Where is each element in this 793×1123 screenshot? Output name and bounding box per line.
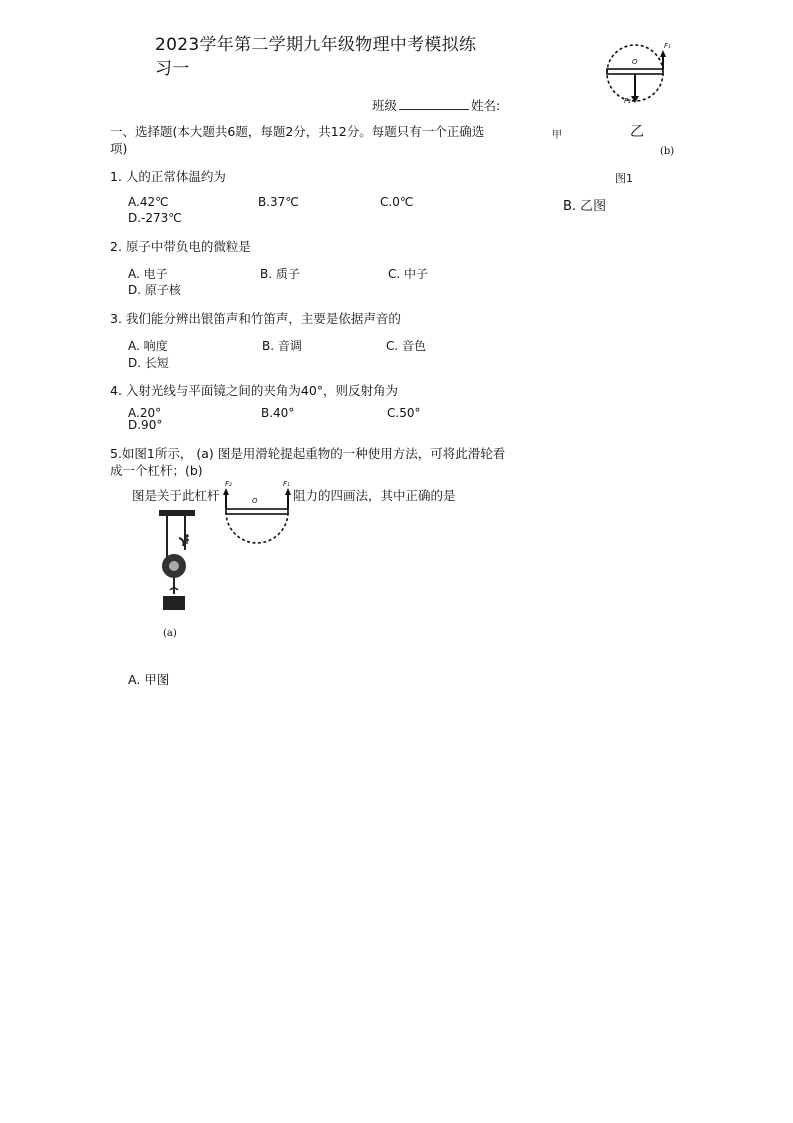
q3-option-b: B. 音调 — [262, 339, 302, 353]
fig-top-jia-label: 甲 — [552, 130, 562, 141]
q4-option-a: A.20° — [128, 406, 162, 420]
q1-option-c: C.0℃ — [380, 195, 414, 209]
q1-stem: 1. 人的正常体温约为 — [110, 169, 226, 184]
q2-option-a: A. 电子 — [128, 267, 168, 281]
q5-line3-left: 图是关于此杠杆 — [132, 488, 220, 503]
section1-heading-line2: 项) — [110, 141, 128, 156]
name-label: 姓名: — [471, 98, 501, 113]
q5-line2: 成一个杠杆；(b) — [110, 463, 203, 478]
doc-title-line2: 习一 — [155, 59, 190, 79]
class-name-line — [372, 96, 500, 114]
q5-fig-label-f1: F₁ — [283, 480, 290, 488]
q5-line3-right: 阻力的四画法，其中正确的是 — [293, 488, 456, 503]
q2-option-d: D. 原子核 — [128, 283, 181, 297]
fig-top-label-f1: F₁ — [664, 42, 671, 50]
q2-stem: 2. 原子中带负电的微粒是 — [110, 239, 251, 254]
q4-option-c: C.50° — [387, 406, 421, 420]
q2-option-b: B. 质子 — [260, 267, 300, 281]
q1-option-a: A.42℃ — [128, 195, 169, 209]
fig-top-yi-label: 乙 — [630, 124, 644, 140]
q5-fig-a-caption: (a) — [163, 628, 177, 639]
q3-stem: 3. 我们能分辨出银笛声和竹笛声，主要是依据声音的 — [110, 311, 401, 326]
q4-stem: 4. 入射光线与平面镜之间的夹角为40°，则反射角为 — [110, 383, 399, 398]
q3-option-d: D. 长短 — [128, 356, 169, 370]
q5-figure-b — [222, 478, 292, 568]
section1-heading-line1: 一、选择题(本大题共6题，每题2分，共12分。每题只有一个正确选 — [110, 124, 485, 139]
q1-option-d: D.-273℃ — [128, 211, 182, 225]
figure-b-top — [600, 38, 670, 108]
q5-option-a: A. 甲图 — [128, 672, 170, 687]
q5-fig-label-f2: F₂ — [225, 480, 232, 488]
class-label: 班级 — [372, 98, 398, 113]
q4-option-b: B.40° — [261, 406, 295, 420]
doc-title-line1: 2023学年第二学期九年级物理中考模拟练 — [155, 35, 477, 55]
q4-option-d: D.90° — [128, 418, 163, 432]
q2-option-c: C. 中子 — [388, 267, 429, 281]
q5-fig-label-o: O — [252, 497, 258, 505]
q1-extra-option: B. 乙图 — [563, 199, 607, 214]
q3-option-c: C. 音色 — [386, 339, 427, 353]
fig-top-label-f2: F₂ — [624, 97, 631, 105]
class-blank — [399, 97, 469, 110]
fig-top-b-label: (b) — [660, 146, 675, 157]
q5-figure-a-pulley — [155, 508, 200, 618]
fig1-caption: 图1 — [615, 172, 633, 185]
q3-option-a: A. 响度 — [128, 339, 168, 353]
fig-top-label-o: O — [632, 58, 638, 66]
q1-option-b: B.37℃ — [258, 195, 299, 209]
q5-line1: 5.如图1所示， (a) 图是用滑轮提起重物的一种使用方法，可将此滑轮看 — [110, 446, 506, 461]
